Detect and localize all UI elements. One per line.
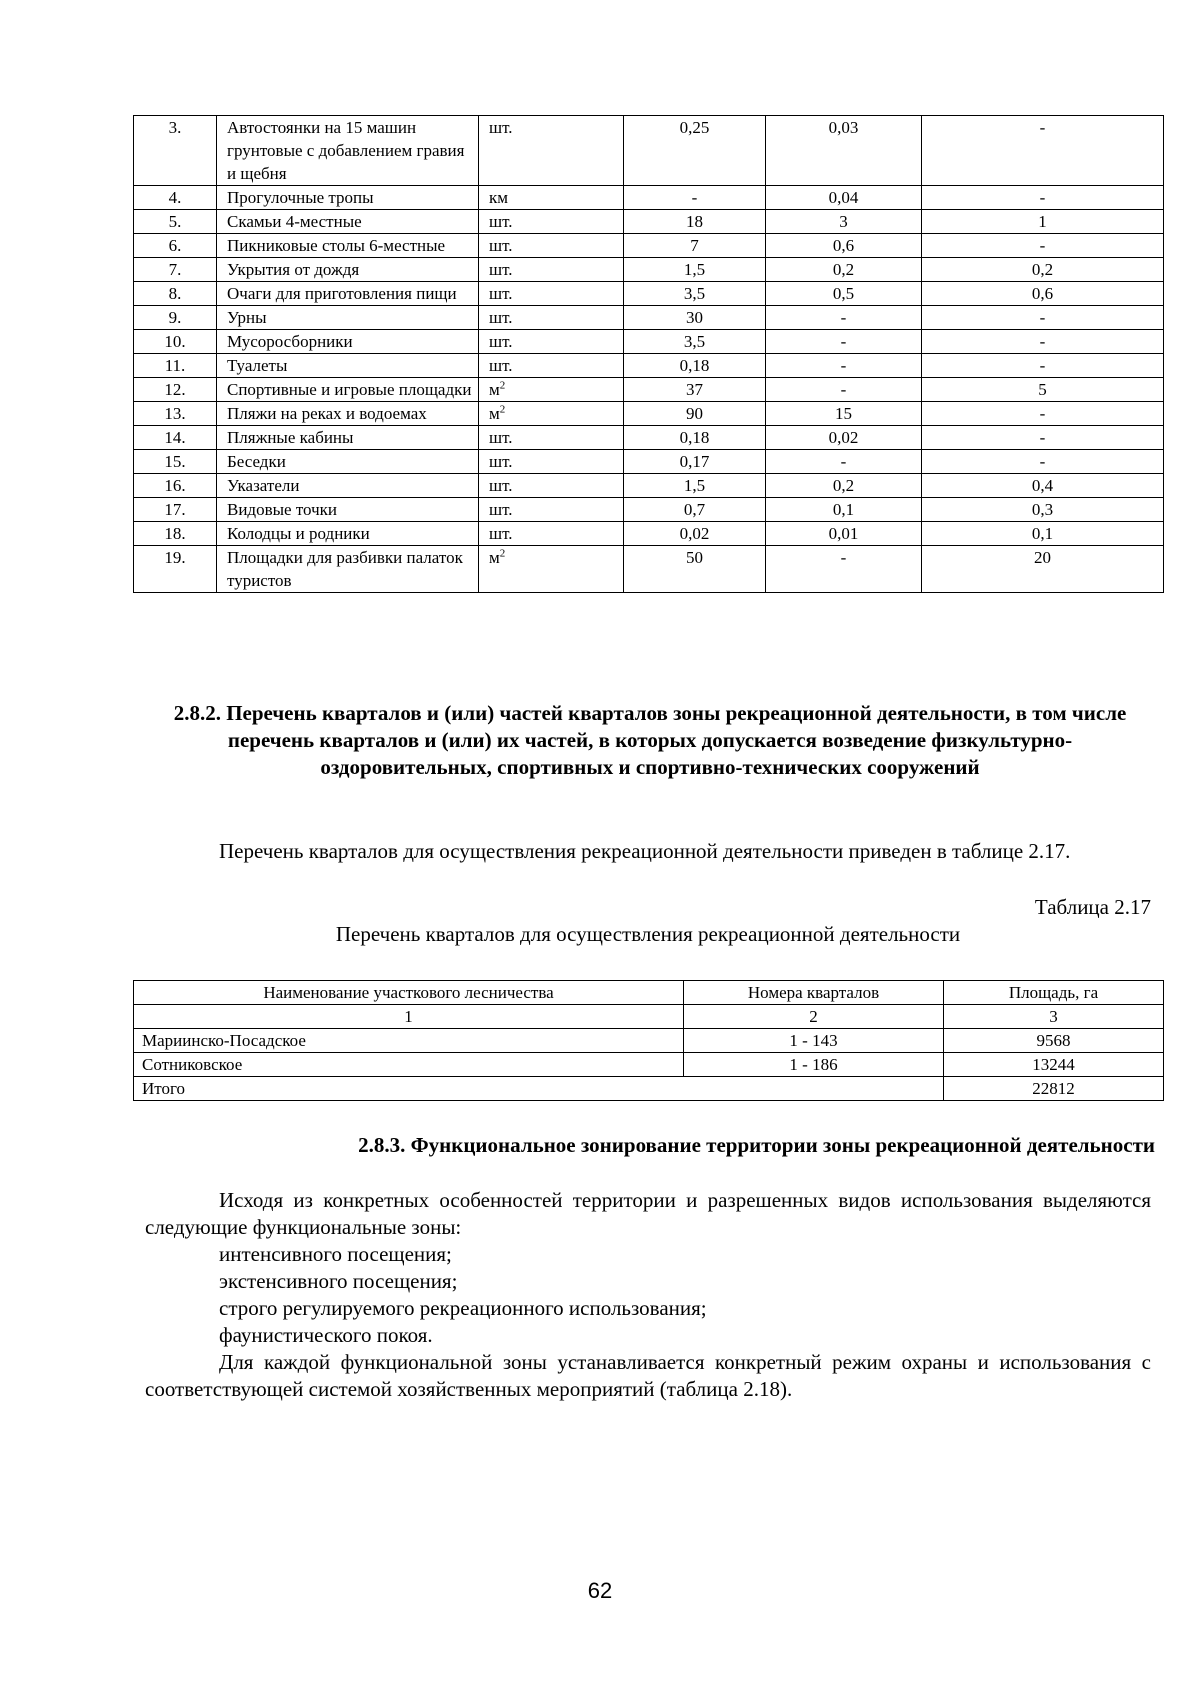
zone-list-item: интенсивного посещения; (219, 1242, 452, 1266)
unit (479, 426, 624, 450)
unit (479, 116, 624, 186)
zone-list-item: экстенсивного посещения; (219, 1269, 458, 1293)
unit-superscript: 2 (499, 403, 506, 416)
table-row (134, 354, 1164, 378)
row-number: 15. (134, 450, 217, 474)
table-row (134, 402, 1164, 426)
value-2: 0,5 (766, 282, 922, 306)
header-quarters: Номера кварталов (684, 981, 944, 1005)
unit-text: шт. (489, 118, 513, 137)
unit (479, 522, 624, 546)
value-2: 0,03 (766, 116, 922, 186)
value-1: 0,02 (624, 522, 766, 546)
quarters-table (133, 980, 1164, 1101)
value-2: 0,1 (766, 498, 922, 522)
section-2-8-2-heading: 2.8.2. Перечень кварталов и (или) частей кварталов зоны рекреационной деятельности, в том числе перечень кварталов и (или) их частей, в которых допускается возведение физкультурно-оздоровительных, спортивных и спортивно-технических сооружений (173, 701, 1127, 779)
forestry-name: Мариинско-Посадское (134, 1029, 684, 1053)
value-2: 0,2 (766, 474, 922, 498)
value-2: 0,01 (766, 522, 922, 546)
row-number: 4. (134, 186, 217, 210)
unit (479, 258, 624, 282)
row-number: 6. (134, 234, 217, 258)
table-row (134, 522, 1164, 546)
table-row (134, 186, 1164, 210)
unit-text: шт. (489, 356, 513, 375)
value-3: 0,6 (922, 282, 1164, 306)
table-row (134, 474, 1164, 498)
total-label: Итого (134, 1077, 944, 1101)
value-2: - (766, 378, 922, 402)
value-1: 0,25 (624, 116, 766, 186)
total-area: 22812 (944, 1077, 1164, 1101)
table-row (134, 378, 1164, 402)
facility-name: Видовые точки (217, 498, 479, 522)
value-2: - (766, 546, 922, 593)
unit (479, 210, 624, 234)
table-row (134, 210, 1164, 234)
section-2-8-3-heading: 2.8.3. Функциональное зонирование территории зоны рекреационной деятельности (358, 1133, 1155, 1157)
unit (479, 330, 624, 354)
facility-name: Спортивные и игровые площадки (217, 378, 479, 402)
table-total-row (134, 1077, 1164, 1101)
unit-text: шт. (489, 428, 513, 447)
value-3: 0,3 (922, 498, 1164, 522)
value-1: 37 (624, 378, 766, 402)
unit (479, 306, 624, 330)
facility-name: Пляжные кабины (217, 426, 479, 450)
value-3: - (922, 234, 1164, 258)
table-row (134, 282, 1164, 306)
facility-name: Автостоянки на 15 машин грунтовые с добавлением гравия и щебня (217, 116, 479, 186)
facility-name: Скамьи 4-местные (217, 210, 479, 234)
unit-text: шт. (489, 332, 513, 351)
section-2-8-2-paragraph: Перечень кварталов для осуществления рекреационной деятельности приведен в таблице 2.17. (219, 839, 1071, 863)
facilities-table (133, 115, 1164, 593)
value-2: 0,02 (766, 426, 922, 450)
value-3: - (922, 450, 1164, 474)
header-forestry: Наименование участкового лесничества (134, 981, 684, 1005)
table-row (134, 498, 1164, 522)
value-2: 0,2 (766, 258, 922, 282)
unit (479, 546, 624, 593)
value-1: - (624, 186, 766, 210)
row-number: 11. (134, 354, 217, 378)
table-2-17-title: Перечень кварталов для осуществления рекреационной деятельности (335, 922, 961, 946)
facility-name: Пляжи на реках и водоемах (217, 402, 479, 426)
value-1: 3,5 (624, 282, 766, 306)
unit-text: шт. (489, 308, 513, 327)
table-row (134, 330, 1164, 354)
facility-name: Прогулочные тропы (217, 186, 479, 210)
unit (479, 402, 624, 426)
value-1: 1,5 (624, 474, 766, 498)
page-number: 62 (587, 1578, 613, 1603)
row-number: 14. (134, 426, 217, 450)
table-row (134, 306, 1164, 330)
quarters-range: 1 - 186 (684, 1053, 944, 1077)
table-row (134, 546, 1164, 593)
section-2-8-3-paragraph: Исходя из конкретных особенностей территории и разрешенных видов использования выделяются следующие функциональные зоны: (145, 1188, 1151, 1239)
value-2: 3 (766, 210, 922, 234)
value-1: 1,5 (624, 258, 766, 282)
value-2: - (766, 330, 922, 354)
header-area: Площадь, га (944, 981, 1164, 1005)
row-number: 7. (134, 258, 217, 282)
row-number: 10. (134, 330, 217, 354)
value-1: 3,5 (624, 330, 766, 354)
table-row (134, 258, 1164, 282)
row-number: 18. (134, 522, 217, 546)
table-row (134, 1029, 1164, 1053)
facility-name: Туалеты (217, 354, 479, 378)
unit (479, 498, 624, 522)
table-row (134, 1053, 1164, 1077)
facility-name: Колодцы и родники (217, 522, 479, 546)
table-row (134, 450, 1164, 474)
value-2: 0,6 (766, 234, 922, 258)
row-number: 12. (134, 378, 217, 402)
unit (479, 234, 624, 258)
value-3: 0,4 (922, 474, 1164, 498)
value-3: - (922, 306, 1164, 330)
value-3: 5 (922, 378, 1164, 402)
value-2: 0,04 (766, 186, 922, 210)
unit-text: м (489, 548, 500, 567)
value-2: - (766, 306, 922, 330)
row-number: 3. (134, 116, 217, 186)
value-3: - (922, 116, 1164, 186)
value-2: - (766, 450, 922, 474)
unit-text: шт. (489, 500, 513, 519)
row-number: 13. (134, 402, 217, 426)
value-3: 0,2 (922, 258, 1164, 282)
value-3: - (922, 354, 1164, 378)
value-2: 15 (766, 402, 922, 426)
value-1: 7 (624, 234, 766, 258)
unit (479, 354, 624, 378)
row-number: 5. (134, 210, 217, 234)
section-2-8-3-closing: Для каждой функциональной зоны устанавливается конкретный режим охраны и использования с соответствующей системой хозяйственных мероприятий (таблица 2.18). (145, 1350, 1151, 1401)
unit-text: шт. (489, 452, 513, 471)
unit (479, 378, 624, 402)
unit-text: шт. (489, 524, 513, 543)
value-1: 50 (624, 546, 766, 593)
facility-name: Пикниковые столы 6-местные (217, 234, 479, 258)
area-value: 9568 (944, 1029, 1164, 1053)
facility-name: Беседки (217, 450, 479, 474)
table-row (134, 116, 1164, 186)
facility-name: Урны (217, 306, 479, 330)
column-number: 2 (684, 1005, 944, 1029)
value-3: 20 (922, 546, 1164, 593)
row-number: 8. (134, 282, 217, 306)
unit-text: шт. (489, 260, 513, 279)
quarters-range: 1 - 143 (684, 1029, 944, 1053)
value-3: 0,1 (922, 522, 1164, 546)
facility-name: Площадки для разбивки палаток туристов (217, 546, 479, 593)
row-number: 17. (134, 498, 217, 522)
unit (479, 186, 624, 210)
facility-name: Укрытия от дождя (217, 258, 479, 282)
value-1: 90 (624, 402, 766, 426)
value-1: 30 (624, 306, 766, 330)
column-number: 3 (944, 1005, 1164, 1029)
unit-text: м (489, 380, 500, 399)
row-number: 16. (134, 474, 217, 498)
facility-name: Очаги для приготовления пищи (217, 282, 479, 306)
row-number: 9. (134, 306, 217, 330)
area-value: 13244 (944, 1053, 1164, 1077)
value-1: 18 (624, 210, 766, 234)
row-number: 19. (134, 546, 217, 593)
unit-text: м (489, 404, 500, 423)
unit-text: км (489, 188, 509, 207)
zone-list-item: строго регулируемого рекреационного использования; (219, 1296, 707, 1320)
value-1: 0,18 (624, 426, 766, 450)
table-row (134, 234, 1164, 258)
value-3: - (922, 330, 1164, 354)
unit-text: шт. (489, 476, 513, 495)
facility-name: Мусоросборники (217, 330, 479, 354)
table-column-numbers-row (134, 1005, 1164, 1029)
forestry-name: Сотниковское (134, 1053, 684, 1077)
unit-superscript: 2 (499, 379, 506, 392)
column-number: 1 (134, 1005, 684, 1029)
unit (479, 474, 624, 498)
value-2: - (766, 354, 922, 378)
value-3: - (922, 402, 1164, 426)
zone-list-item: фаунистического покоя. (219, 1323, 433, 1347)
table-row (134, 426, 1164, 450)
unit-text: шт. (489, 212, 513, 231)
unit-text: шт. (489, 284, 513, 303)
value-1: 0,7 (624, 498, 766, 522)
value-1: 0,18 (624, 354, 766, 378)
value-1: 0,17 (624, 450, 766, 474)
value-3: - (922, 426, 1164, 450)
table-header-row (134, 981, 1164, 1005)
unit (479, 282, 624, 306)
value-3: - (922, 186, 1164, 210)
unit-superscript: 2 (499, 547, 506, 560)
unit (479, 450, 624, 474)
unit-text: шт. (489, 236, 513, 255)
table-2-17-number: Таблица 2.17 (1034, 895, 1151, 919)
value-3: 1 (922, 210, 1164, 234)
facility-name: Указатели (217, 474, 479, 498)
